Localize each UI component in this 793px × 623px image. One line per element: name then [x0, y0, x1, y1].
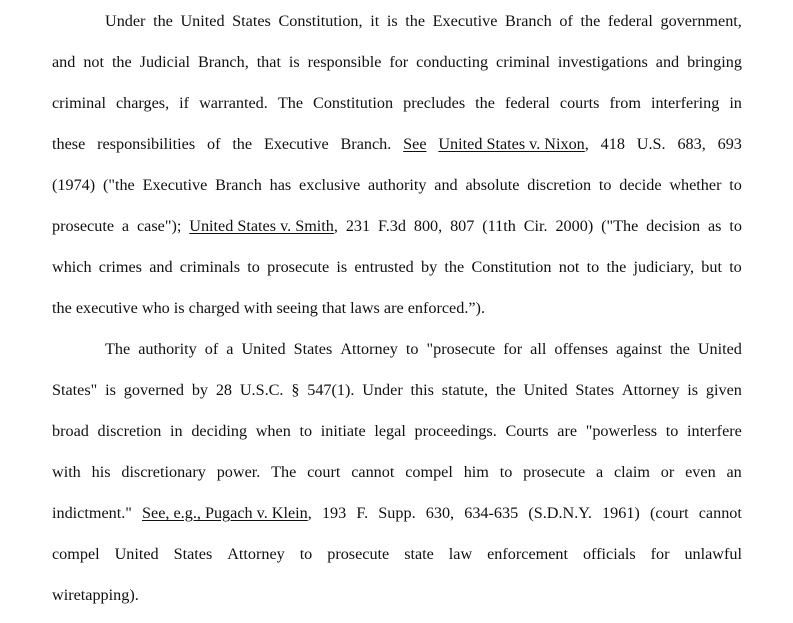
case-citation: United States v. Smith: [189, 217, 334, 235]
text-segment: courts: [559, 94, 600, 112]
text-line: [105, 8, 742, 34]
text-segment: and: [434, 176, 458, 194]
text-segment: cannot: [698, 504, 742, 522]
text-line: [52, 172, 742, 198]
text-segment: are: [557, 422, 578, 440]
text-segment: officials: [582, 545, 636, 563]
text-segment: given: [705, 381, 742, 399]
text-segment: §: [291, 381, 300, 399]
text-segment: States: [173, 545, 213, 563]
text-segment: prosecute: [523, 463, 586, 481]
text-segment: the: [580, 12, 601, 30]
text-segment: Judicial: [139, 53, 191, 71]
text-segment: is: [288, 53, 300, 71]
text-segment: in: [170, 422, 183, 440]
text-segment: the: [232, 135, 253, 153]
text-segment: Attorney: [227, 545, 285, 563]
text-segment: F.3d: [378, 217, 406, 235]
text-line: [52, 377, 742, 403]
text-segment: "prosecute: [426, 340, 496, 358]
text-segment: a: [121, 217, 130, 235]
text-segment: from: [609, 94, 641, 112]
text-segment: United: [697, 340, 742, 358]
text-segment: not: [558, 258, 580, 276]
text-segment: Constitution: [471, 258, 552, 276]
text-segment: with: [52, 463, 81, 481]
text-line: [52, 459, 742, 485]
text-segment: 683,: [677, 135, 706, 153]
text-segment: States: [232, 12, 271, 30]
text-segment: United: [114, 545, 159, 563]
text-segment: to: [247, 258, 260, 276]
text-segment: The: [271, 463, 297, 481]
case-citation: United States v. Nixon: [438, 135, 585, 153]
text-segment: his: [91, 463, 111, 481]
text-segment: (court: [649, 504, 689, 522]
text-segment: if: [179, 94, 190, 112]
citation-segment: See, e.g., Pugach v. Klein,: [142, 504, 312, 522]
text-segment: enforcement: [487, 545, 568, 563]
citation-segment: [403, 131, 426, 157]
text-segment: Attorney: [340, 340, 398, 358]
text-segment: even: [685, 463, 716, 481]
text-segment: States": [52, 381, 98, 399]
text-segment: these: [52, 135, 86, 153]
text-segment: F.: [356, 504, 369, 522]
text-segment: Under: [105, 12, 146, 30]
text-segment: wiretapping).: [52, 586, 139, 604]
text-segment: Constitution,: [278, 12, 363, 30]
text-segment: precludes: [403, 94, 466, 112]
text-segment: to: [729, 176, 742, 194]
text-segment: Executive: [142, 176, 208, 194]
text-segment: prosecute: [327, 545, 390, 563]
text-segment: crimes: [98, 258, 142, 276]
text-segment: conducting: [416, 53, 489, 71]
text-line: [52, 418, 742, 444]
text-segment: deciding: [191, 422, 248, 440]
text-segment: for: [503, 340, 523, 358]
text-segment: discretion: [527, 176, 592, 194]
text-segment: which: [52, 258, 92, 276]
text-segment: is: [105, 381, 116, 399]
text-segment: a: [595, 463, 604, 481]
text-segment: prosecute: [267, 258, 330, 276]
text-segment: interfere: [687, 422, 742, 440]
text-segment: discretion: [97, 422, 162, 440]
text-segment: to: [598, 176, 612, 194]
text-segment: governed: [123, 381, 184, 399]
text-segment: compel: [405, 463, 453, 481]
text-segment: against: [616, 340, 662, 358]
text-segment: of: [204, 340, 219, 358]
text-segment: federal: [607, 12, 653, 30]
citation-segment: United States v. Nixon,: [438, 135, 589, 153]
text-segment: to: [586, 258, 600, 276]
text-segment: this: [410, 381, 434, 399]
text-segment: to: [405, 340, 419, 358]
text-segment: absolute: [465, 176, 520, 194]
text-segment: decision: [646, 217, 701, 235]
text-line: [52, 254, 742, 280]
text-segment: 1961): [602, 504, 640, 522]
text-segment: the: [670, 340, 690, 358]
text-segment: it: [370, 12, 380, 30]
text-line: [52, 500, 742, 526]
text-segment: broad: [52, 422, 89, 440]
text-segment: (S.D.N.Y.: [528, 504, 592, 522]
text-segment: government,: [660, 12, 742, 30]
text-segment: ("the: [102, 176, 135, 194]
text-segment: the: [153, 12, 173, 30]
text-segment: authority: [138, 340, 197, 358]
text-segment: Executive: [432, 12, 498, 30]
text-segment: to: [665, 422, 679, 440]
text-segment: a: [226, 340, 234, 358]
text-segment: of: [206, 135, 221, 153]
text-segment: power.: [216, 463, 261, 481]
text-segment: law: [448, 545, 473, 563]
text-segment: responsibilities: [97, 135, 196, 153]
text-segment: has: [269, 176, 292, 194]
text-segment: Constitution: [313, 94, 394, 112]
case-citation: See: [403, 135, 427, 153]
text-segment: United: [523, 381, 568, 399]
text-segment: in: [729, 94, 742, 112]
text-segment: by: [421, 258, 438, 276]
text-segment: the: [111, 53, 132, 71]
text-segment: charges,: [115, 94, 170, 112]
text-segment: (1974): [52, 176, 96, 194]
text-segment: interfering: [650, 94, 720, 112]
text-segment: an: [726, 463, 742, 481]
text-line: [105, 336, 742, 362]
text-segment: criminals: [179, 258, 241, 276]
text-segment: States: [575, 381, 615, 399]
text-segment: "powerless: [585, 422, 658, 440]
text-segment: the: [444, 258, 465, 276]
citation-segment: United States v. Smith,: [189, 217, 338, 235]
text-segment: the: [495, 381, 516, 399]
text-segment: 193: [321, 504, 347, 522]
text-segment: ("The: [601, 217, 639, 235]
text-segment: 2000): [555, 217, 594, 235]
text-segment: United: [241, 340, 286, 358]
text-segment: 630,: [425, 504, 455, 522]
text-segment: proceedings.: [414, 422, 497, 440]
text-segment: the: [606, 258, 627, 276]
text-segment: criminal: [52, 94, 106, 112]
text-segment: The: [277, 94, 304, 112]
text-segment: responsible: [307, 53, 382, 71]
text-segment: offenses: [554, 340, 609, 358]
text-segment: exclusive: [299, 176, 361, 194]
text-line: [52, 541, 742, 567]
text-segment: entrusted: [354, 258, 414, 276]
text-segment: but: [701, 258, 722, 276]
text-segment: or: [660, 463, 675, 481]
text-segment: whether: [669, 176, 722, 194]
text-segment: and: [655, 53, 680, 71]
text-segment: him: [463, 463, 489, 481]
text-segment: to: [299, 545, 313, 563]
text-line: [52, 49, 742, 75]
text-segment: statute,: [441, 381, 489, 399]
text-segment: and: [149, 258, 173, 276]
text-segment: claim: [614, 463, 650, 481]
text-segment: Attorney: [621, 381, 680, 399]
text-segment: initiate: [320, 422, 366, 440]
text-segment: of: [559, 12, 573, 30]
text-segment: U.S.: [636, 135, 666, 153]
text-segment: cannot: [351, 463, 395, 481]
text-segment: indictment.": [52, 504, 132, 522]
text-segment: 547(1).: [307, 381, 355, 399]
text-segment: to: [729, 258, 742, 276]
text-line: [52, 131, 742, 157]
text-segment: state: [404, 545, 434, 563]
text-line: [52, 213, 742, 239]
text-segment: criminal: [496, 53, 550, 71]
text-segment: Branch,: [197, 53, 249, 71]
text-segment: is: [386, 12, 398, 30]
text-segment: Branch.: [340, 135, 392, 153]
text-segment: for: [389, 53, 409, 71]
text-segment: for: [650, 545, 670, 563]
text-segment: unlawful: [684, 545, 742, 563]
text-segment: Under: [362, 381, 403, 399]
text-segment: Branch: [505, 12, 552, 30]
text-segment: (11th: [482, 217, 516, 235]
case-citation: See, e.g., Pugach v. Klein: [142, 504, 308, 522]
text-segment: 634-635: [464, 504, 519, 522]
text-segment: by: [191, 381, 208, 399]
text-segment: The: [105, 340, 131, 358]
text-segment: court: [307, 463, 341, 481]
text-segment: all: [530, 340, 547, 358]
text-segment: case");: [137, 217, 182, 235]
text-segment: the: [475, 94, 495, 112]
text-segment: 800,: [413, 217, 443, 235]
text-segment: that: [256, 53, 281, 71]
text-segment: the: [405, 12, 426, 30]
text-segment: bringing: [687, 53, 742, 71]
text-segment: Executive: [263, 135, 329, 153]
text-segment: States: [293, 340, 333, 358]
text-segment: Branch: [215, 176, 262, 194]
text-segment: and: [52, 53, 76, 71]
text-segment: is: [687, 381, 699, 399]
text-segment: when: [255, 422, 291, 440]
text-segment: to: [299, 422, 313, 440]
text-segment: as: [708, 217, 722, 235]
text-segment: U.S.C.: [239, 381, 284, 399]
text-segment: Supp.: [378, 504, 416, 522]
text-segment: investigations: [557, 53, 648, 71]
text-segment: is: [336, 258, 348, 276]
text-line: [52, 90, 742, 116]
text-segment: Courts: [505, 422, 549, 440]
text-segment: 231: [345, 217, 371, 235]
text-segment: to: [729, 217, 742, 235]
text-segment: 693: [717, 135, 742, 153]
text-segment: not: [83, 53, 104, 71]
text-segment: Cir.: [523, 217, 548, 235]
text-segment: discretionary: [121, 463, 206, 481]
text-segment: 28: [215, 381, 233, 399]
text-segment: United: [180, 12, 225, 30]
text-segment: prosecute: [52, 217, 115, 235]
text-segment: decide: [619, 176, 662, 194]
text-segment: legal: [374, 422, 406, 440]
text-segment: compel: [52, 545, 100, 563]
text-segment: judiciary,: [633, 258, 695, 276]
text-segment: the executive who is charged with seeing that laws are enforced.”).: [52, 299, 485, 317]
text-segment: to: [499, 463, 513, 481]
text-segment: 418: [600, 135, 625, 153]
text-segment: authority: [368, 176, 427, 194]
text-segment: 807: [450, 217, 475, 235]
text-line: [52, 582, 742, 608]
text-segment: federal: [504, 94, 550, 112]
text-segment: warranted.: [199, 94, 268, 112]
text-line: [52, 295, 742, 321]
